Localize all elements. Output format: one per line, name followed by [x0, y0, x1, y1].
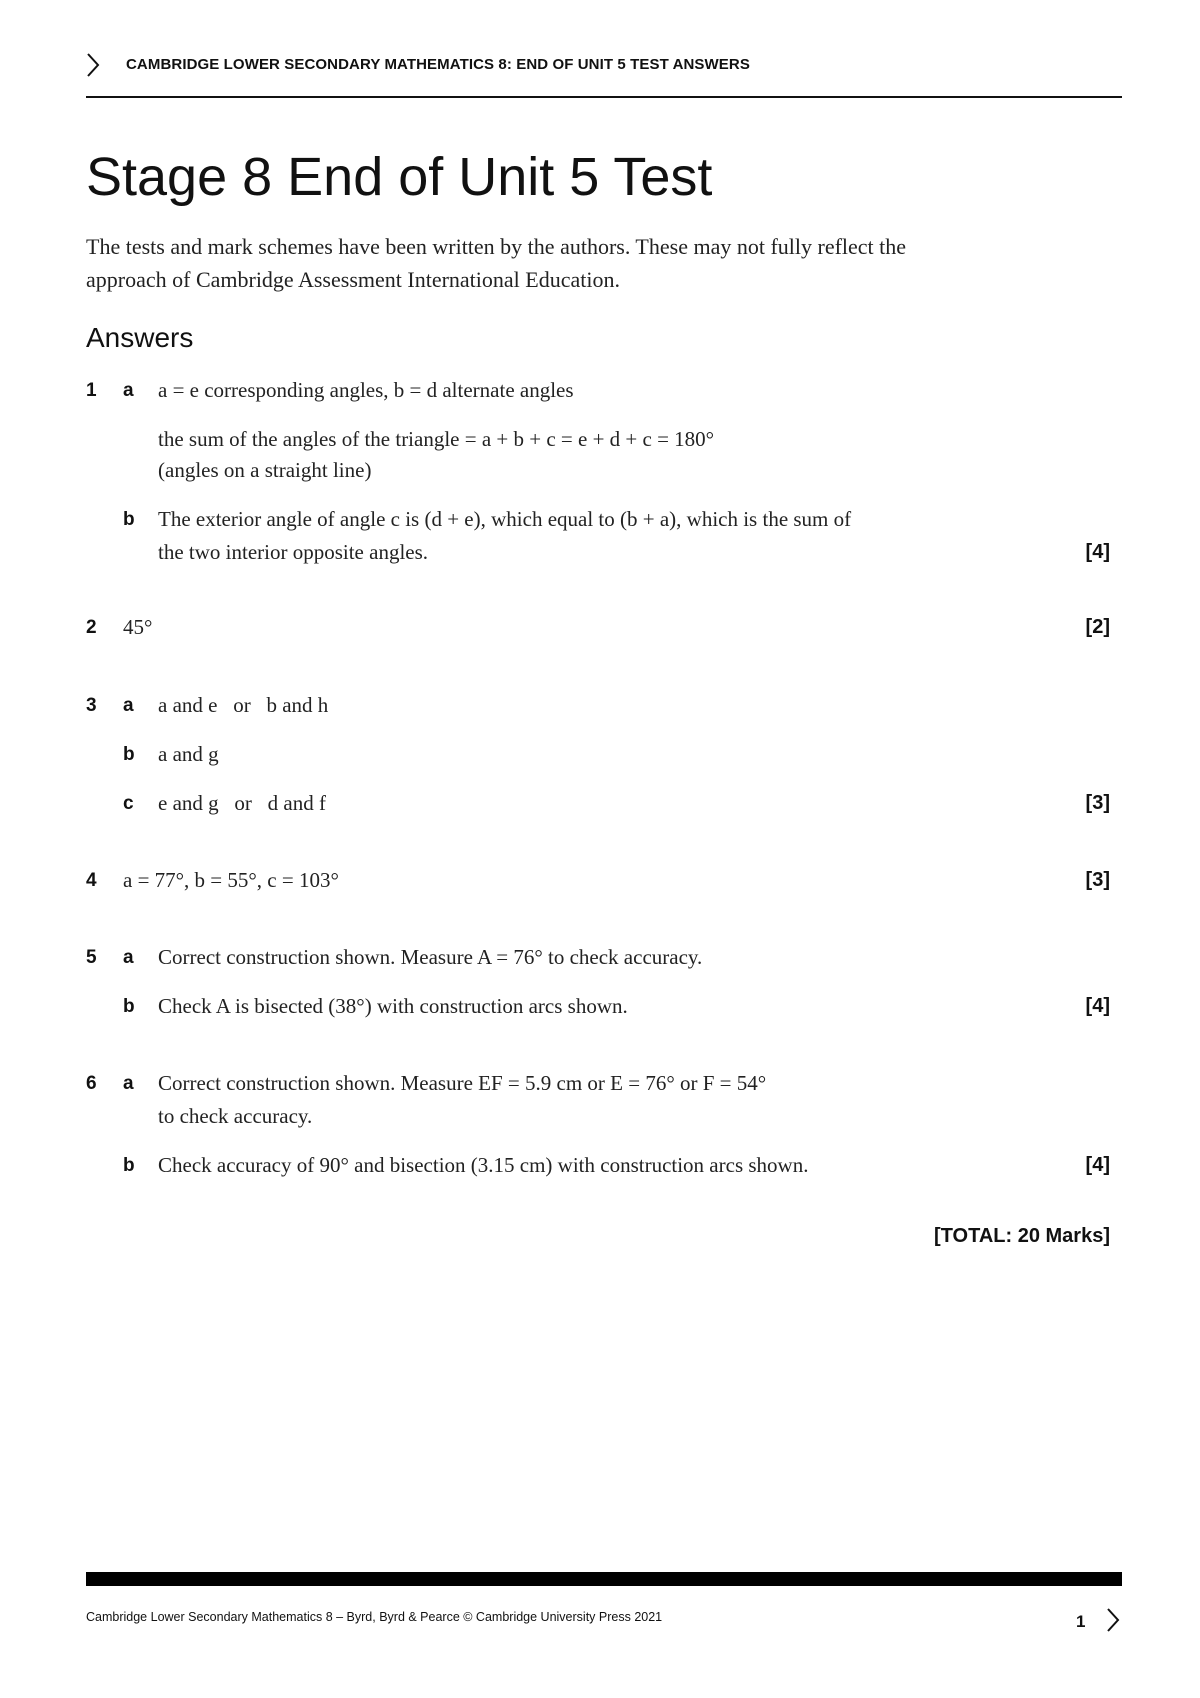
mark-allocation: [4]: [1085, 1154, 1110, 1176]
chevron-right-icon: [1106, 1607, 1120, 1633]
answer-text: a and e or b and h: [158, 693, 329, 717]
answer-text: the two interior opposite angles.: [158, 540, 429, 564]
mark-allocation: [2]: [1085, 616, 1110, 638]
running-header: CAMBRIDGE LOWER SECONDARY MATHEMATICS 8: END OF UNIT 5 TEST ANSWERS: [126, 56, 750, 73]
answer-text: Correct construction shown. Measure A = 76° to check accuracy.: [158, 945, 703, 969]
q3-c-row: [0, 791, 1200, 821]
q3-a-row: [0, 693, 1200, 723]
page-title: Stage 8 End of Unit 5 Test: [86, 147, 713, 207]
question-number: 3: [86, 695, 97, 716]
part-label: a: [123, 947, 134, 968]
part-label: b: [123, 996, 135, 1017]
q6-b-row: [0, 1153, 1200, 1183]
answer-text: Check accuracy of 90° and bisection (3.15 cm) with construction arcs shown.: [158, 1153, 809, 1177]
part-label: a: [123, 695, 134, 716]
answer-text: Correct construction shown. Measure EF = 5.9 cm or E = 76° or F = 54°: [158, 1071, 767, 1095]
q5-b-row: [0, 994, 1200, 1024]
answer-text: The exterior angle of angle c is (d + e), which equal to (b + a), which is the sum of: [158, 507, 852, 531]
q5-a-row: [0, 945, 1200, 975]
q1-b-row-2: [0, 540, 1200, 570]
question-number: 1: [86, 380, 97, 401]
answer-text: 45°: [123, 615, 153, 639]
intro-line-1: The tests and mark schemes have been written by the authors. These may not fully reflect the: [86, 234, 907, 259]
q1-a-row-3: [0, 458, 1200, 488]
q1-b-row: [0, 507, 1200, 537]
answer-text: (angles on a straight line): [158, 458, 372, 482]
mark-allocation: [4]: [1085, 995, 1110, 1017]
q6-a-row: [0, 1071, 1200, 1101]
part-label: b: [123, 509, 135, 530]
answer-text: a = 77°, b = 55°, c = 103°: [123, 868, 339, 892]
mark-allocation: [3]: [1085, 792, 1110, 814]
intro-line-2: approach of Cambridge Assessment International Education.: [86, 267, 620, 292]
question-number: 5: [86, 947, 97, 968]
answer-text: a = e corresponding angles, b = d alternate angles: [158, 378, 574, 402]
footer-bar: [86, 1572, 1122, 1586]
q6-a-row-2: [0, 1104, 1200, 1134]
question-number: 4: [86, 870, 97, 891]
answer-text: a and g: [158, 742, 219, 766]
mark-allocation: [3]: [1085, 869, 1110, 891]
total-marks: [TOTAL: 20 Marks]: [934, 1225, 1110, 1247]
part-label: a: [123, 380, 134, 401]
footer-copyright: Cambridge Lower Secondary Mathematics 8 – Byrd, Byrd & Pearce © Cambridge University Press 2021: [86, 1610, 663, 1624]
answers-heading: Answers: [86, 322, 194, 353]
answer-text: the sum of the angles of the triangle = a + b + c = e + d + c = 180°: [158, 427, 715, 451]
question-number: 2: [86, 617, 97, 638]
answer-text: to check accuracy.: [158, 1104, 313, 1128]
chevron-right-icon: [86, 52, 100, 78]
q1-a-row-2: [0, 427, 1200, 457]
part-label: c: [123, 793, 134, 814]
part-label: b: [123, 1155, 135, 1176]
intro-paragraph: [86, 230, 1086, 296]
q4-row: [0, 868, 1200, 898]
q1-a-row: [0, 378, 1200, 408]
question-number: 6: [86, 1073, 97, 1094]
answer-text: Check A is bisected (38°) with construction arcs shown.: [158, 994, 628, 1018]
answer-text: e and g or d and f: [158, 791, 326, 815]
page-number: 1: [1076, 1612, 1086, 1631]
mark-allocation: [4]: [1085, 541, 1110, 563]
q2-row: [0, 615, 1200, 645]
part-label: b: [123, 744, 135, 765]
header-rule: [86, 96, 1122, 98]
part-label: a: [123, 1073, 134, 1094]
q3-b-row: [0, 742, 1200, 772]
